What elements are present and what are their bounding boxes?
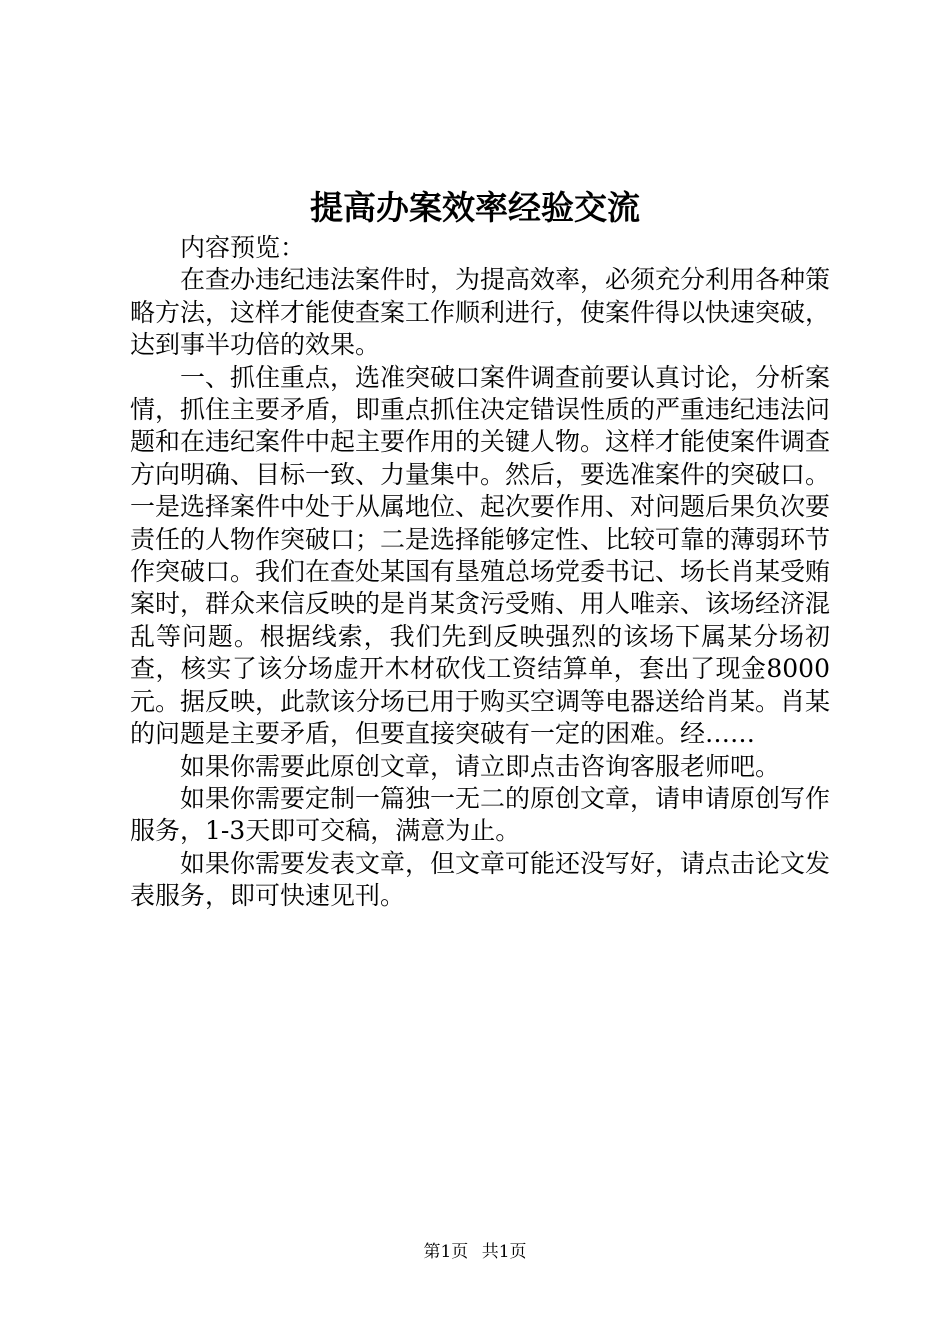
page-footer (0, 1240, 950, 1264)
preview-label: 内容预览： (180, 233, 306, 262)
intro-paragraph: 在查办违纪违法案件时，为提高效率，必须充分利用各种策略方法，这样才能使查案工作顺利进行，使案件得以快速突破，达到事半功倍的效果。 (130, 265, 831, 360)
publishing-service-paragraph: 如果你需要发表文章，但文章可能还没写好，请点击论文发表服务，即可快速见刊。 (130, 848, 831, 911)
document-body (130, 232, 830, 913)
custom-writing-paragraph: 如果你需要定制一篇独一无二的原创文章，请申请原创写作服务，1-3天即可交稿，满意为止。 (130, 783, 831, 846)
page-number-total: 共1页 (481, 1242, 527, 1262)
page-number-current: 第1页 (423, 1242, 469, 1262)
document-title: 提高办案效率经验交流 (310, 188, 640, 227)
contact-service-paragraph: 如果你需要此原创文章，请立即点击咨询客服老师吧。 (180, 751, 781, 781)
main-paragraph: 一、抓住重点，选准突破口案件调查前要认真讨论，分析案情，抓住主要矛盾，即重点抓住决定错误性质的严重违纪违法问题和在违纪案件中起主要作用的关键人物。这样才能使案件调查方向明确、目标一致、力量集中。然后，要选准案件的突破口。一是选择案件中处于从属地位、起次要作用、对问题后果负次要责任的人物作突破口；二是选择能够定性、比较可靠的薄弱环节作突破口。我们在查处某国有垦殖总场党委书记、场长肖某受贿案时，群众来信反映的是肖某贪污受贿、用人唯亲、该场经济混乱等问题。根据线索，我们先到反映强烈的该场下属某分场初查，核实了该分场虚开木材砍伐工资结算单，套出了现金8000元。据反映，此款该分场已用于购买空调等电器送给肖某。肖某的问题是主要矛盾，但要直接突破有一定的困难。经…… (130, 362, 831, 749)
